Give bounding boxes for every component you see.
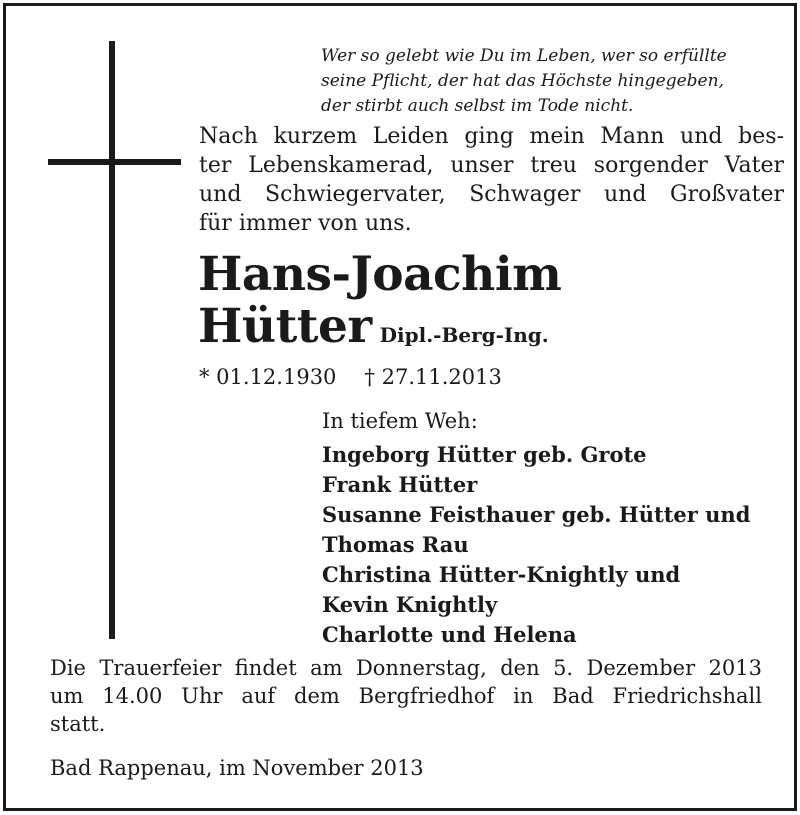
obituary-notice <box>3 3 797 811</box>
intro-line: für immer von uns. <box>199 211 412 236</box>
deceased-first-name: Hans-Joachim <box>198 247 562 302</box>
ceremony-line: statt. <box>50 712 106 736</box>
mourners-list <box>322 406 792 650</box>
intro-line: und Schwiegervater, Schwager und Großvater <box>199 182 784 207</box>
mourner-name: Frank Hütter <box>322 472 478 497</box>
ceremony-line: um 14.00 Uhr auf dem Bergfriedhof in Bad Friedrichshall <box>50 684 762 708</box>
quote-line: Wer so gelebt wie Du im Leben, wer so erfüllte <box>321 46 727 66</box>
cross-vertical-bar <box>109 41 115 639</box>
death-date: † 27.11.2013 <box>364 365 502 389</box>
intro-text <box>199 122 784 238</box>
mourners-label: In tiefem Weh: <box>322 409 478 433</box>
mourner-name: Thomas Rau <box>322 532 469 557</box>
quote-line: der stirbt auch selbst im Tode nicht. <box>321 96 634 116</box>
mourner-name: Christina Hütter-Knightly und <box>322 562 681 587</box>
mourner-name: Charlotte und Helena <box>322 622 577 647</box>
life-dates <box>199 363 502 391</box>
memorial-quote <box>321 44 786 119</box>
intro-line: Nach kurzem Leiden ging mein Mann und bes- <box>199 124 784 149</box>
cross-horizontal-bar <box>48 159 181 165</box>
quote-line: seine Pflicht, der hat das Höchste hingegeben, <box>321 71 724 91</box>
deceased-last-name: Hütter <box>198 299 372 354</box>
ceremony-line: Die Trauerfeier findet am Donnerstag, den 5. Dezember 2013 <box>50 656 762 680</box>
academic-title: Dipl.-Berg-Ing. <box>379 323 549 347</box>
intro-line: ter Lebenskamerad, unser treu sorgender Vater <box>199 153 784 178</box>
mourner-name: Ingeborg Hütter geb. Grote <box>322 442 647 467</box>
place-and-date: Bad Rappenau, im November 2013 <box>50 756 424 780</box>
birth-date: * 01.12.1930 <box>199 365 337 389</box>
deceased-surname-row <box>198 300 549 362</box>
funeral-announcement <box>50 654 762 738</box>
mourner-name: Kevin Knightly <box>322 592 498 617</box>
mourner-name: Susanne Feisthauer geb. Hütter und <box>322 502 751 527</box>
